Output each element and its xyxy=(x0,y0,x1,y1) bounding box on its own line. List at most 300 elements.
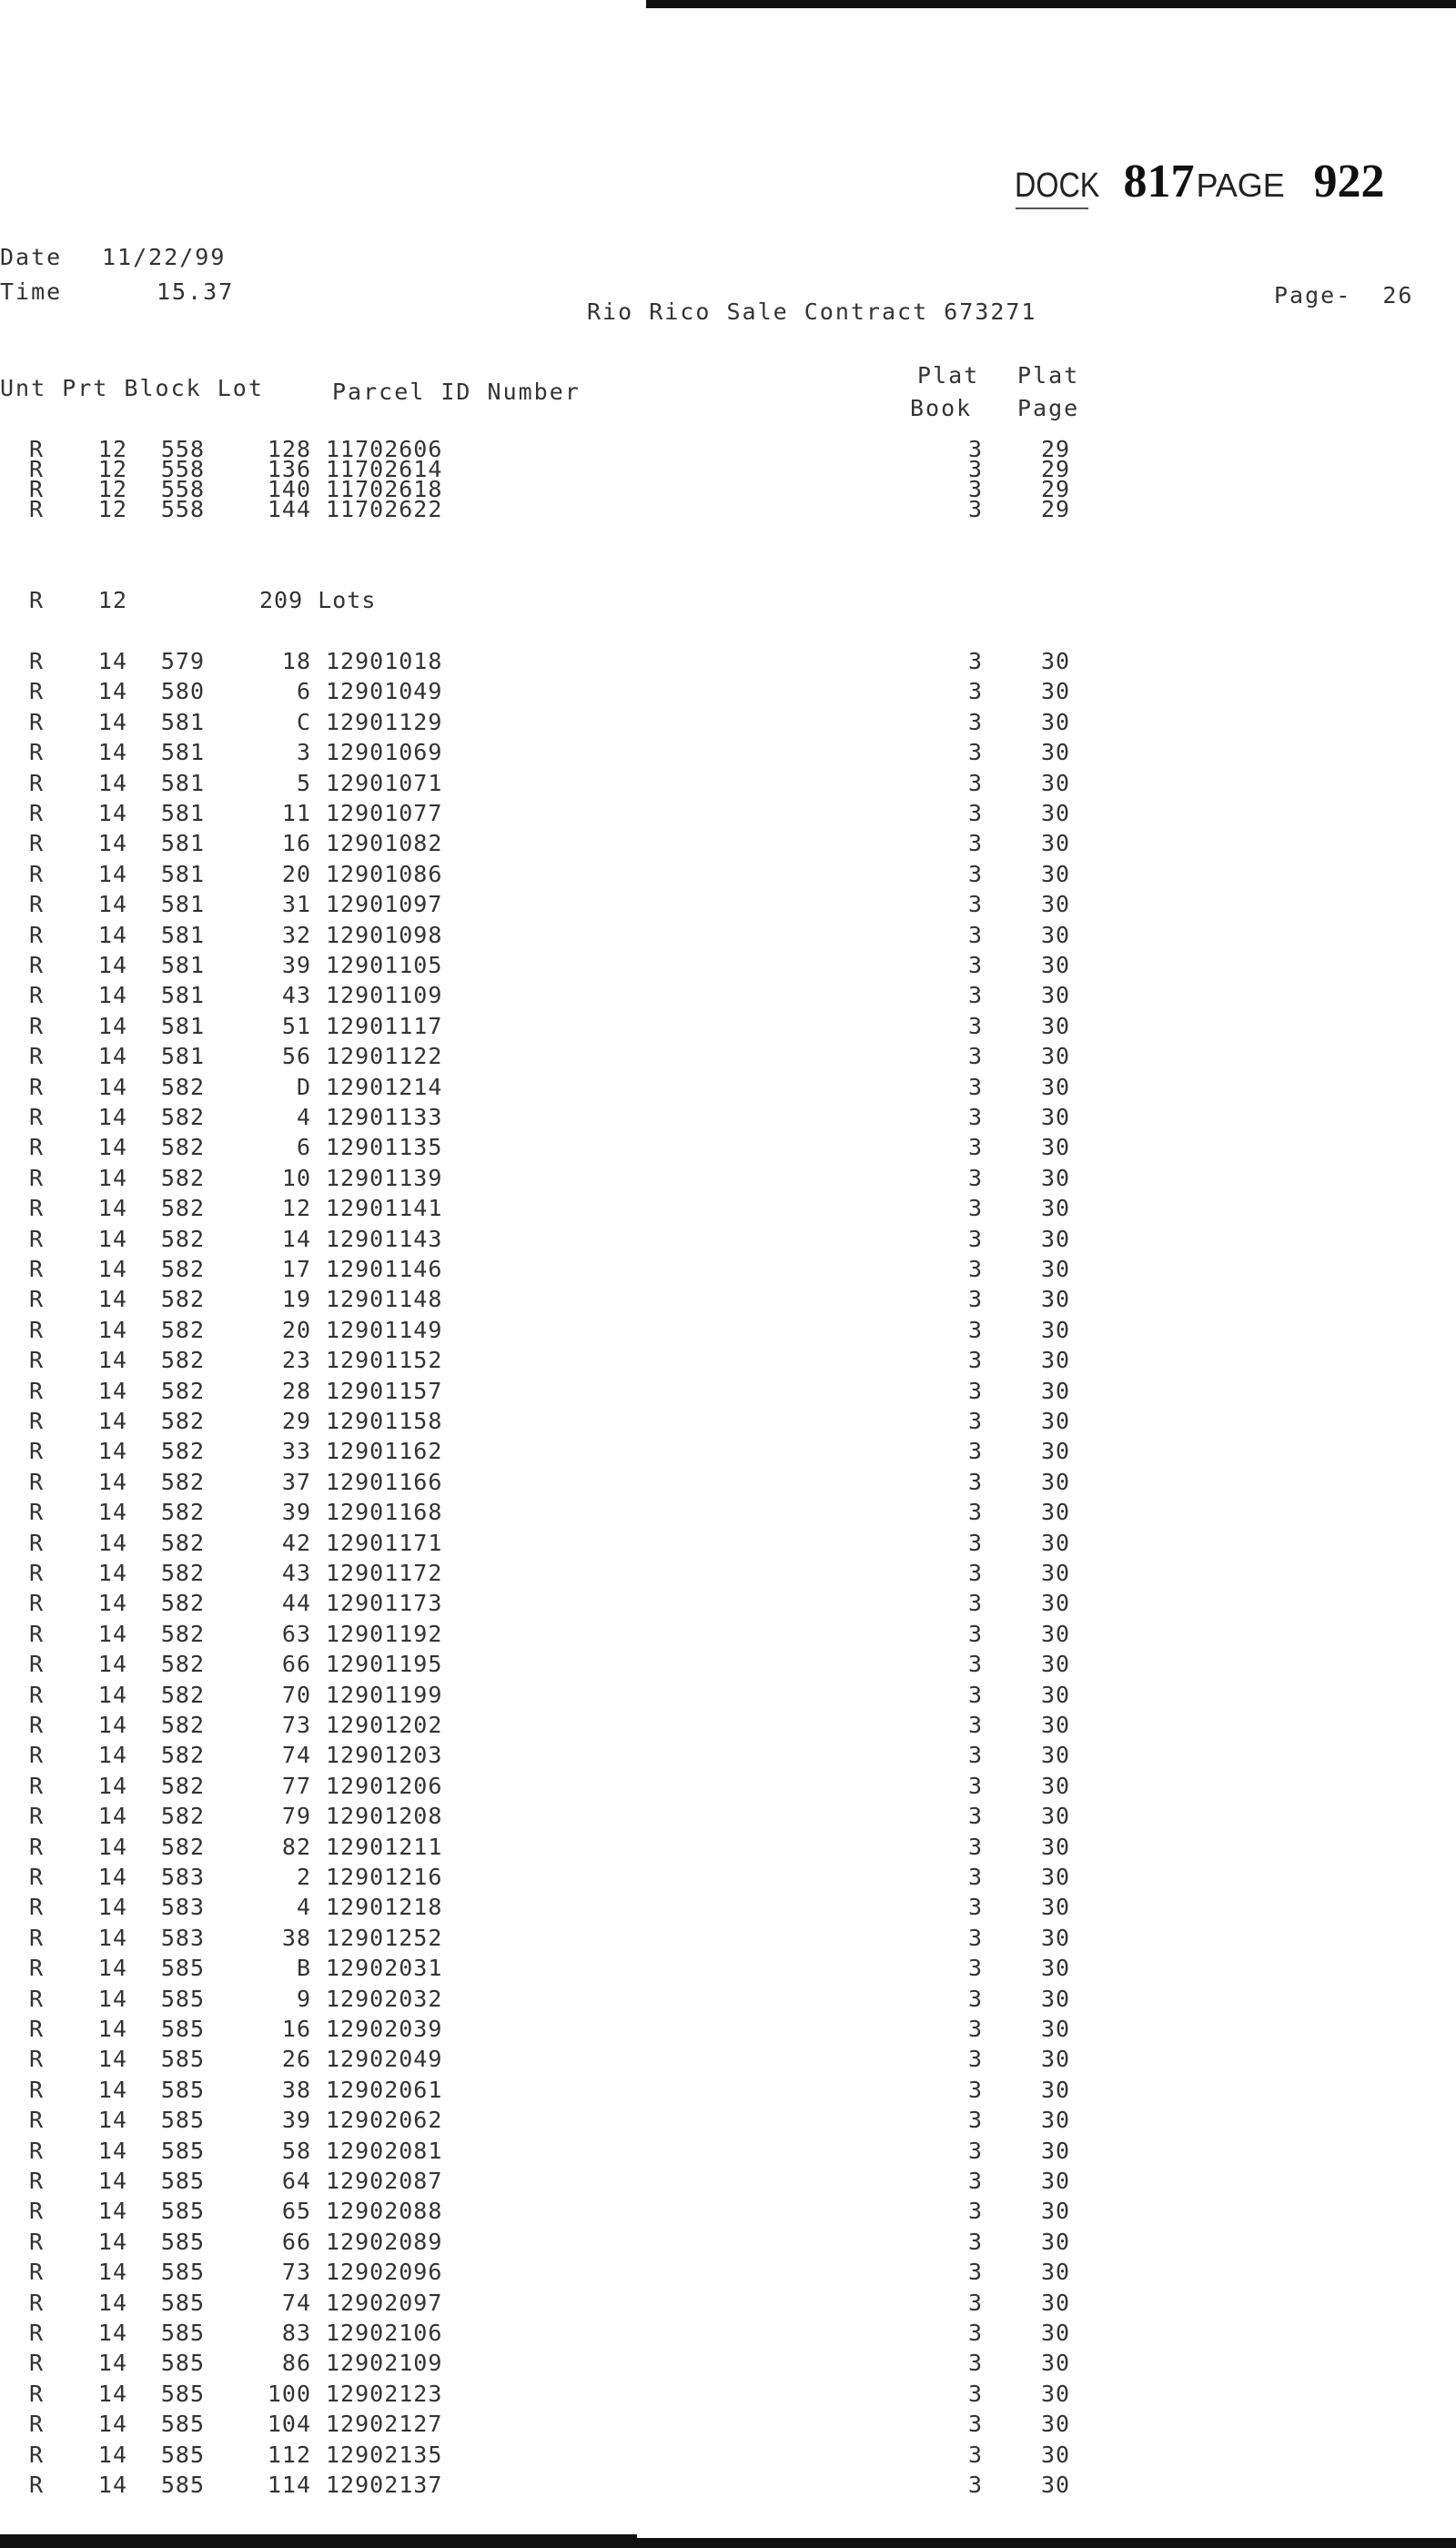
lot-cell: 66 xyxy=(281,2228,311,2255)
plat-page-cell: 30 xyxy=(1040,1195,1071,1222)
plat-page-cell: 30 xyxy=(1040,1985,1071,2012)
block-cell: 585 xyxy=(160,2168,205,2194)
block-cell: 582 xyxy=(160,1134,205,1161)
unit-cell: R xyxy=(29,1894,45,1921)
plat-page-cell: 30 xyxy=(1040,921,1071,948)
plat-page-cell: 30 xyxy=(1040,2016,1071,2042)
table-row xyxy=(0,1864,1183,1893)
plat-book-cell: 3 xyxy=(967,2076,983,2103)
unit-cell: R xyxy=(29,769,45,796)
unit-cell: R xyxy=(29,1499,45,1526)
plat-page-cell: 30 xyxy=(1040,2228,1071,2255)
lot-cell: 19 xyxy=(281,1286,311,1313)
parcel-id-cell: 12902049 xyxy=(326,2046,443,2073)
table-row xyxy=(0,2411,1183,2440)
unit-cell: R xyxy=(29,1803,45,1830)
parcel-id-cell: 12901071 xyxy=(326,769,443,796)
part-cell: 14 xyxy=(97,1529,127,1556)
part-cell: 12 xyxy=(97,476,127,502)
table-row xyxy=(0,891,1183,920)
parcel-id-cell: 12902089 xyxy=(326,2228,443,2255)
unit-cell: R xyxy=(29,1651,45,1678)
table-row xyxy=(0,1803,1183,1832)
plat-book-cell: 3 xyxy=(967,1468,983,1495)
table-row xyxy=(0,1165,1183,1194)
block-cell: 585 xyxy=(160,2289,205,2316)
unit-cell: R xyxy=(29,476,45,502)
block-cell: 585 xyxy=(160,2107,205,2134)
lot-cell: 43 xyxy=(281,982,311,1009)
part-cell: 14 xyxy=(97,1195,127,1222)
date-value: 11/22/99 xyxy=(102,244,227,270)
plat-book-cell: 3 xyxy=(967,830,983,857)
table-row xyxy=(0,830,1183,859)
part-cell: 14 xyxy=(97,1772,127,1799)
lot-cell: 20 xyxy=(281,860,311,887)
plat-page-cell: 30 xyxy=(1040,1833,1071,1860)
block-cell: 585 xyxy=(160,2016,205,2042)
unit-cell: R xyxy=(29,739,45,766)
parcel-id-cell: 12901202 xyxy=(326,1712,443,1738)
unit-cell: R xyxy=(29,2137,45,2164)
parcel-id-cell: 12901133 xyxy=(326,1104,443,1130)
table-row xyxy=(0,2381,1183,2410)
block-cell: 582 xyxy=(160,1833,205,1860)
plat-book-cell: 3 xyxy=(967,2016,983,2042)
table-row xyxy=(0,922,1183,951)
unit-cell: R xyxy=(29,436,45,462)
block-cell: 581 xyxy=(160,921,205,948)
parcel-id-cell: 11702618 xyxy=(326,476,443,502)
unit-cell: R xyxy=(29,891,45,918)
lot-cell: 16 xyxy=(281,830,311,857)
parcel-id-cell: 12901098 xyxy=(326,921,443,948)
lot-cell: 4 xyxy=(296,1104,311,1130)
parcel-id-cell: 12901218 xyxy=(326,1894,443,1921)
lot-cell: 66 xyxy=(281,1651,311,1678)
lot-cell: 58 xyxy=(281,2137,311,2164)
lot-cell: 18 xyxy=(281,648,311,674)
plat-book-cell: 3 xyxy=(967,982,983,1009)
time-label: Time xyxy=(0,278,63,305)
lot-cell: 26 xyxy=(281,2046,311,2073)
part-cell: 14 xyxy=(97,2107,127,2134)
lot-cell: 74 xyxy=(281,1742,311,1769)
plat-book-cell: 3 xyxy=(967,1742,983,1769)
plat-book-cell: 3 xyxy=(967,2198,983,2225)
lot-cell: 6 xyxy=(296,1134,311,1161)
block-cell: 582 xyxy=(160,1803,205,1830)
part-cell: 14 xyxy=(97,769,127,796)
lot-cell: 44 xyxy=(281,1590,311,1617)
block-cell: 581 xyxy=(160,830,205,857)
parcel-id-cell: 12902109 xyxy=(326,2350,443,2377)
table-row xyxy=(0,1894,1183,1923)
plat-book-cell: 3 xyxy=(967,1195,983,1222)
plat-page-cell: 30 xyxy=(1040,1256,1071,1282)
unit-cell: R xyxy=(29,1316,45,1343)
parcel-id-cell: 12901166 xyxy=(326,1468,443,1495)
plat-page-cell: 30 xyxy=(1040,1712,1071,1738)
block-cell: 581 xyxy=(160,1012,205,1039)
plat-book-cell: 3 xyxy=(967,1712,983,1738)
unit-cell: R xyxy=(29,1043,45,1070)
table-row xyxy=(0,2198,1183,2227)
lot-cell: 29 xyxy=(281,1408,311,1434)
part-cell: 14 xyxy=(97,1712,127,1738)
part-cell: 14 xyxy=(97,1955,127,1982)
plat-page-cell: 30 xyxy=(1040,2320,1071,2346)
lot-cell: 39 xyxy=(281,1499,311,1526)
parcel-id-cell: 12901199 xyxy=(326,1681,443,1708)
block-cell: 585 xyxy=(160,2380,205,2407)
part-cell: 14 xyxy=(97,2259,127,2286)
plat-page-cell: 30 xyxy=(1040,1620,1071,1647)
part-cell: 14 xyxy=(97,952,127,978)
plat-book-cell: 3 xyxy=(967,1560,983,1586)
plat-page-cell: 30 xyxy=(1040,1377,1071,1404)
parcel-id-cell: 12901105 xyxy=(326,952,443,978)
unit-cell: R xyxy=(29,456,45,482)
parcel-id-cell: 11702622 xyxy=(326,496,443,522)
part-cell: 14 xyxy=(97,2198,127,2225)
table-row xyxy=(0,982,1183,1011)
lot-cell: 43 xyxy=(281,1560,311,1586)
block-cell: 582 xyxy=(160,1742,205,1769)
plat-page-cell: 29 xyxy=(1040,496,1071,522)
parcel-id-cell: 12901097 xyxy=(326,891,443,918)
plat-book-cell: 3 xyxy=(967,769,983,796)
lot-cell: 74 xyxy=(281,2289,311,2316)
lot-cell: 63 xyxy=(281,1620,311,1647)
plat-page-cell: 30 xyxy=(1040,2076,1071,2103)
plat-book-cell: 3 xyxy=(967,1043,983,1070)
lot-cell: 17 xyxy=(281,1256,311,1282)
part-cell: 14 xyxy=(97,830,127,857)
plat-book-cell: 3 xyxy=(967,1590,983,1617)
lot-cell: 37 xyxy=(281,1468,311,1495)
plat-page-cell: 30 xyxy=(1040,1864,1071,1890)
table-row xyxy=(0,2290,1183,2319)
unit-cell: R xyxy=(29,708,45,735)
part-cell: 14 xyxy=(97,2441,127,2468)
lot-cell: 39 xyxy=(281,952,311,978)
table-row xyxy=(0,1438,1183,1467)
unit-cell: R xyxy=(29,2228,45,2255)
block-cell: 582 xyxy=(160,1225,205,1252)
plat-book-cell: 3 xyxy=(967,921,983,948)
plat-page-cell: 30 xyxy=(1040,1104,1071,1130)
lot-cell: 144 xyxy=(267,496,311,522)
block-cell: 581 xyxy=(160,891,205,918)
plat-page-cell: 29 xyxy=(1040,476,1071,502)
part-cell: 14 xyxy=(97,1803,127,1830)
part-cell: 14 xyxy=(97,982,127,1009)
unit-cell: R xyxy=(29,982,45,1009)
lot-cell: 136 xyxy=(267,456,311,482)
plat-book-cell: 3 xyxy=(967,708,983,735)
parcel-id-cell: 12901018 xyxy=(326,648,443,674)
block-cell: 582 xyxy=(160,1377,205,1404)
part-cell: 14 xyxy=(97,1316,127,1343)
part-cell: 14 xyxy=(97,1651,127,1678)
lot-cell: 64 xyxy=(281,2168,311,2194)
part-cell: 14 xyxy=(97,891,127,918)
plat-page-cell: 30 xyxy=(1040,1134,1071,1161)
block-cell: 585 xyxy=(160,2411,205,2438)
plat-page-cell: 30 xyxy=(1040,2441,1071,2468)
unit-cell: R xyxy=(29,2472,45,2498)
block-cell: 583 xyxy=(160,1924,205,1951)
unit-cell: R xyxy=(29,1924,45,1951)
part-cell: 14 xyxy=(97,1164,127,1191)
plat-book-cell: 3 xyxy=(967,2411,983,2438)
plat-page-cell: 30 xyxy=(1040,1499,1071,1526)
parcel-id-cell: 12902137 xyxy=(326,2472,443,2498)
block-cell: 582 xyxy=(160,1681,205,1708)
plat-page-cell: 30 xyxy=(1040,2198,1071,2225)
unit-cell: R xyxy=(29,860,45,887)
plat-page-cell: 30 xyxy=(1040,1955,1071,1982)
part-cell: 14 xyxy=(97,1012,127,1039)
unit-cell: R xyxy=(29,1134,45,1161)
plat-book-cell: 3 xyxy=(967,1225,983,1252)
plat-book-cell: 3 xyxy=(967,456,983,482)
plat-page-cell: 30 xyxy=(1040,2350,1071,2377)
table-row xyxy=(0,1925,1183,1954)
plat-book-cell: 3 xyxy=(967,2046,983,2073)
plat-book-cell: 3 xyxy=(967,678,983,705)
lot-cell: 33 xyxy=(281,1438,311,1465)
lot-cell: 114 xyxy=(267,2472,311,2498)
unit-cell: R xyxy=(29,2259,45,2286)
table-row xyxy=(0,1317,1183,1346)
parcel-id-cell: 12901162 xyxy=(326,1438,443,1465)
plat-book-cell: 3 xyxy=(967,1924,983,1951)
parcel-id-cell: 12901172 xyxy=(326,1560,443,1586)
block-cell: 585 xyxy=(160,2320,205,2346)
plat-page-cell: 30 xyxy=(1040,1924,1071,1951)
part-cell: 14 xyxy=(97,2411,127,2438)
table-row xyxy=(0,1013,1183,1042)
unit-cell: R xyxy=(29,1620,45,1647)
table-row xyxy=(0,1256,1183,1285)
parcel-id-cell: 12901216 xyxy=(326,1864,443,1890)
lot-cell: 5 xyxy=(296,769,311,796)
lot-cell: 112 xyxy=(267,2441,311,2468)
parcel-id-cell: 12901211 xyxy=(326,1833,443,1860)
part-cell: 14 xyxy=(97,2168,127,2194)
part-cell: 12 xyxy=(97,496,127,522)
lot-cell: 28 xyxy=(281,1377,311,1404)
block-cell: 582 xyxy=(160,1164,205,1191)
column-header-parcel: Parcel ID Number xyxy=(332,379,581,405)
block-cell: 582 xyxy=(160,1620,205,1647)
plat-book-cell: 3 xyxy=(967,496,983,522)
unit-cell: R xyxy=(29,2380,45,2407)
unit-cell: R xyxy=(29,2168,45,2194)
lot-cell: 4 xyxy=(296,1894,311,1921)
table-row xyxy=(0,1469,1183,1498)
plat-page-cell: 30 xyxy=(1040,2168,1071,2194)
part-cell: 14 xyxy=(97,860,127,887)
plat-page-cell: 30 xyxy=(1040,1803,1071,1830)
report-title: Rio Rico Sale Contract 673271 xyxy=(587,298,1037,325)
table-row xyxy=(0,2077,1183,2106)
parcel-id-cell: 12901143 xyxy=(326,1225,443,1252)
lot-cell: 65 xyxy=(281,2198,311,2225)
unit-cell: R xyxy=(29,2046,45,2073)
lot-cell: 79 xyxy=(281,1803,311,1830)
plat-book-cell: 3 xyxy=(967,2350,983,2377)
unit-cell: R xyxy=(29,1195,45,1222)
block-cell: 558 xyxy=(160,456,205,482)
plat-book-cell: 3 xyxy=(967,2228,983,2255)
plat-book-cell: 3 xyxy=(967,2472,983,2498)
unit-cell: R xyxy=(29,1347,45,1374)
table-row xyxy=(0,1590,1183,1619)
plat-book-cell: 3 xyxy=(967,2107,983,2134)
lot-cell: 86 xyxy=(281,2350,311,2377)
table-row xyxy=(0,648,1183,677)
block-cell: 580 xyxy=(160,678,205,705)
unit-cell: R xyxy=(29,1529,45,1556)
table-row xyxy=(0,2350,1183,2379)
time-value: 15.37 xyxy=(157,278,235,305)
lot-cell: 3 xyxy=(296,739,311,766)
unit-cell: R xyxy=(29,1985,45,2012)
part-cell: 14 xyxy=(97,1438,127,1465)
part-cell: 14 xyxy=(97,1134,127,1161)
block-cell: 581 xyxy=(160,769,205,796)
table-row xyxy=(0,1621,1183,1650)
plat-page-cell: 30 xyxy=(1040,830,1071,857)
part-cell: 14 xyxy=(97,739,127,766)
plat-page-cell: 30 xyxy=(1040,1681,1071,1708)
unit-cell: R xyxy=(29,2411,45,2438)
unit-cell: R xyxy=(29,2441,45,2468)
parcel-id-cell: 12902087 xyxy=(326,2168,443,2194)
block-cell: 582 xyxy=(160,1286,205,1313)
lot-cell: 82 xyxy=(281,1833,311,1860)
block-cell: 583 xyxy=(160,1894,205,1921)
block-cell: 582 xyxy=(160,1408,205,1434)
parcel-id-cell: 12901077 xyxy=(326,800,443,826)
plat-page-cell: 30 xyxy=(1040,739,1071,766)
block-cell: 582 xyxy=(160,1468,205,1495)
table-row xyxy=(0,770,1183,799)
plat-book-cell: 3 xyxy=(967,1134,983,1161)
table-row xyxy=(0,1408,1183,1437)
part-cell: 14 xyxy=(97,1256,127,1282)
plat-book-cell: 3 xyxy=(967,2137,983,2164)
block-cell: 585 xyxy=(160,2046,205,2073)
lot-cell: 39 xyxy=(281,2107,311,2134)
lot-cell: 6 xyxy=(296,678,311,705)
table-row xyxy=(0,1286,1183,1315)
part-cell: 14 xyxy=(97,1681,127,1708)
parcel-id-cell: 12901168 xyxy=(326,1499,443,1526)
plat-page-cell: 30 xyxy=(1040,2472,1071,2498)
part-cell: 12 xyxy=(97,436,127,462)
plat-book-cell: 3 xyxy=(967,1408,983,1434)
parcel-id-cell: 12901203 xyxy=(326,1742,443,1769)
plat-page-cell: 30 xyxy=(1040,2411,1071,2438)
plat-book-cell: 3 xyxy=(967,1681,983,1708)
unit-cell: R xyxy=(29,1164,45,1191)
parcel-id-cell: 12901158 xyxy=(326,1408,443,1434)
unit-cell: R xyxy=(29,800,45,826)
lot-cell: 10 xyxy=(281,1164,311,1191)
parcel-id-cell: 12901086 xyxy=(326,860,443,887)
block-cell: 581 xyxy=(160,952,205,978)
unit-cell: R xyxy=(29,1377,45,1404)
plat-page-cell: 30 xyxy=(1040,2259,1071,2286)
plat-page-cell: 30 xyxy=(1040,1529,1071,1556)
table-row xyxy=(0,2046,1183,2075)
lot-cell: 16 xyxy=(281,2016,311,2042)
table-row xyxy=(0,2259,1183,2288)
block-cell: 582 xyxy=(160,1104,205,1130)
part-cell: 14 xyxy=(97,2350,127,2377)
part-cell: 14 xyxy=(97,2380,127,2407)
plat-book-cell: 3 xyxy=(967,1073,983,1100)
plat-book-cell: 3 xyxy=(967,1894,983,1921)
part-cell: 14 xyxy=(97,2228,127,2255)
block-cell: 582 xyxy=(160,1256,205,1282)
unit-cell: R xyxy=(29,1772,45,1799)
lot-cell: 42 xyxy=(281,1529,311,1556)
parcel-id-cell: 12901069 xyxy=(326,739,443,766)
block-cell: 558 xyxy=(160,476,205,502)
plat-page-cell: 30 xyxy=(1040,1468,1071,1495)
unit-cell: R xyxy=(29,1012,45,1039)
lot-cell: 73 xyxy=(281,1712,311,1738)
plat-page-cell: 30 xyxy=(1040,1651,1071,1678)
unit-cell: R xyxy=(29,1560,45,1586)
table-row xyxy=(0,2138,1183,2167)
plat-page-cell: 30 xyxy=(1040,1590,1071,1617)
table-row xyxy=(0,1104,1183,1133)
lot-cell: 140 xyxy=(267,476,311,502)
plat-book-cell: 3 xyxy=(967,1955,983,1982)
plat-page-cell: 30 xyxy=(1040,800,1071,826)
unit-cell: R xyxy=(29,2198,45,2225)
block-cell: 585 xyxy=(160,2259,205,2286)
lot-cell: 83 xyxy=(281,2320,311,2346)
parcel-id-cell: 12902062 xyxy=(326,2107,443,2134)
lot-cell: 73 xyxy=(281,2259,311,2286)
part-cell: 14 xyxy=(97,1985,127,2012)
table-row xyxy=(0,1742,1183,1771)
block-cell: 585 xyxy=(160,2198,205,2225)
part-cell: 14 xyxy=(97,1408,127,1434)
parcel-id-cell: 12902097 xyxy=(326,2289,443,2316)
lot-cell: C xyxy=(296,708,311,735)
block-cell: 585 xyxy=(160,1985,205,2012)
plat-book-cell: 3 xyxy=(967,1012,983,1039)
part-cell: 14 xyxy=(97,1833,127,1860)
plat-book-cell: 3 xyxy=(967,2320,983,2346)
table-row xyxy=(0,1834,1183,1863)
block-cell: 581 xyxy=(160,982,205,1009)
plat-page-cell: 30 xyxy=(1040,1225,1071,1252)
part-cell: 14 xyxy=(97,1499,127,1526)
column-header-plat-book-line2: Book xyxy=(910,395,973,421)
parcel-id-cell: 12901122 xyxy=(326,1043,443,1070)
summary-unit: R xyxy=(29,587,45,613)
table-row xyxy=(0,1074,1183,1103)
